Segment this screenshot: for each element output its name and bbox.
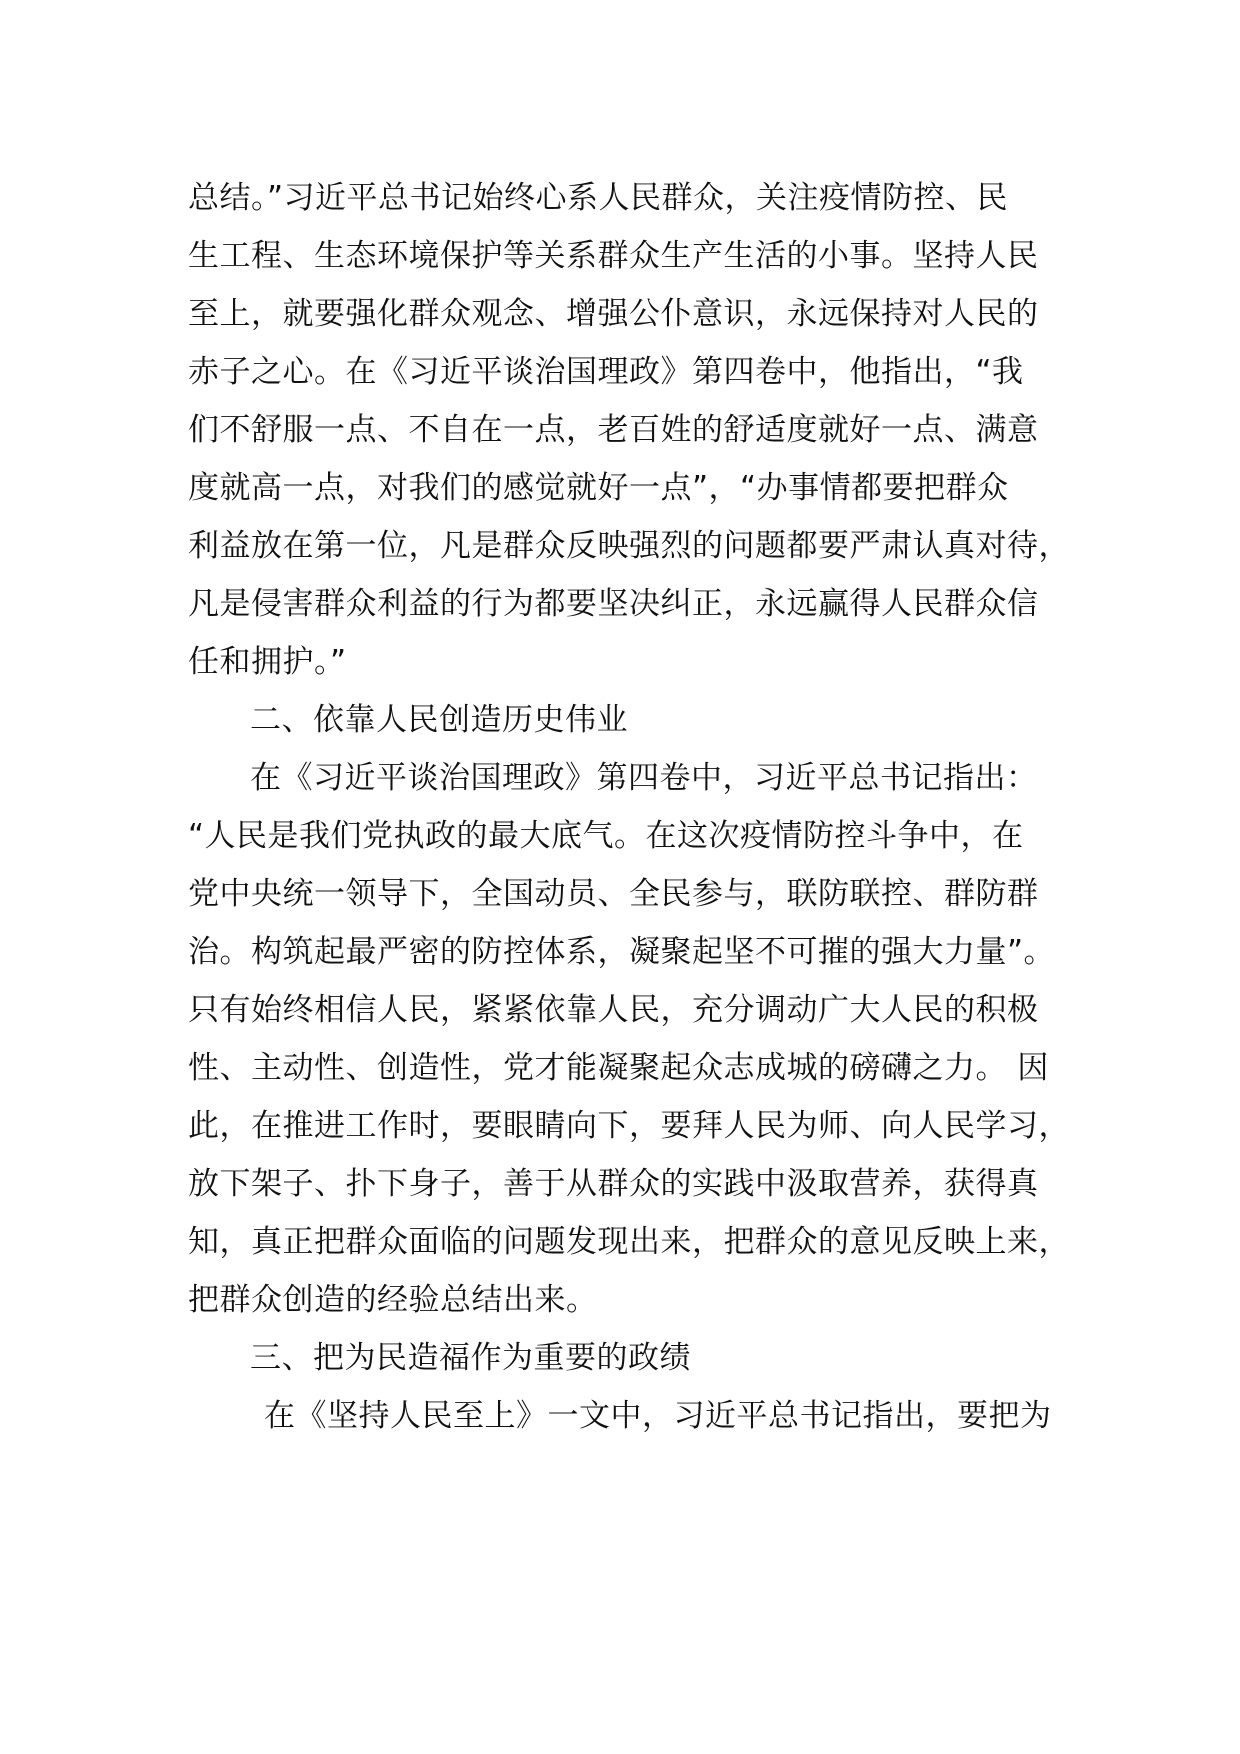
body-text-line: 度就高一点，对我们的感觉就好一点”，“办事情都要把群众 [188, 470, 1009, 506]
body-text-line: 在《坚持人民至上》一文中，习近平总书记指出，要把为 [264, 1398, 1052, 1434]
body-text-line: 总结。”习近平总书记始终心系人民群众，关注疫情防控、民 [188, 180, 1009, 216]
body-text-line: 生工程、生态环境保护等关系群众生产生活的小事。坚持人民 [188, 238, 1039, 274]
body-text-line: 至上，就要强化群众观念、增强公仆意识，永远保持对人民的 [188, 296, 1039, 332]
body-text-line: 利益放在第一位，凡是群众反映强烈的问题都要严肃认真对待， [188, 528, 1070, 564]
body-text-line: 知，真正把群众面临的问题发现出来，把群众的意见反映上来， [188, 1224, 1070, 1260]
body-text-line: 只有始终相信人民，紧紧依靠人民，充分调动广大人民的积极 [188, 992, 1039, 1028]
body-text-line: 凡是侵害群众利益的行为都要坚决纠正，永远赢得人民群众信 [188, 586, 1039, 622]
body-text-line: 党中央统一领导下，全国动员、全民参与，联防联控、群防群 [188, 876, 1039, 912]
body-text-line: 任和拥护。” [188, 644, 347, 680]
body-text-line: 治。构筑起最严密的防控体系，凝聚起坚不可摧的强大力量”。 [188, 934, 1056, 970]
body-text-line: 此，在推进工作时，要眼睛向下，要拜人民为师、向人民学习， [188, 1108, 1070, 1144]
body-text-line: 把群众创造的经验总结出来。 [188, 1282, 598, 1318]
section-heading: 二、依靠人民创造历史伟业 [250, 702, 628, 738]
body-text-line: 放下架子、扑下身子，善于从群众的实践中汲取营养，获得真 [188, 1166, 1039, 1202]
body-text-line: 在《习近平谈治国理政》第四卷中，习近平总书记指出： [250, 760, 1038, 796]
section-heading: 三、把为民造福作为重要的政绩 [250, 1340, 691, 1376]
body-text-line: 们不舒服一点、不自在一点，老百姓的舒适度就好一点、满意 [188, 412, 1039, 448]
body-text-line: 赤子之心。在《习近平谈治国理政》第四卷中，他指出，“我 [188, 354, 1024, 390]
body-text-line: “人民是我们党执政的最大底气。在这次疫情防控斗争中，在 [188, 818, 1024, 854]
body-text-line: 性、主动性、创造性，党才能凝聚起众志成城的磅礴之力。 因 [188, 1050, 1049, 1086]
